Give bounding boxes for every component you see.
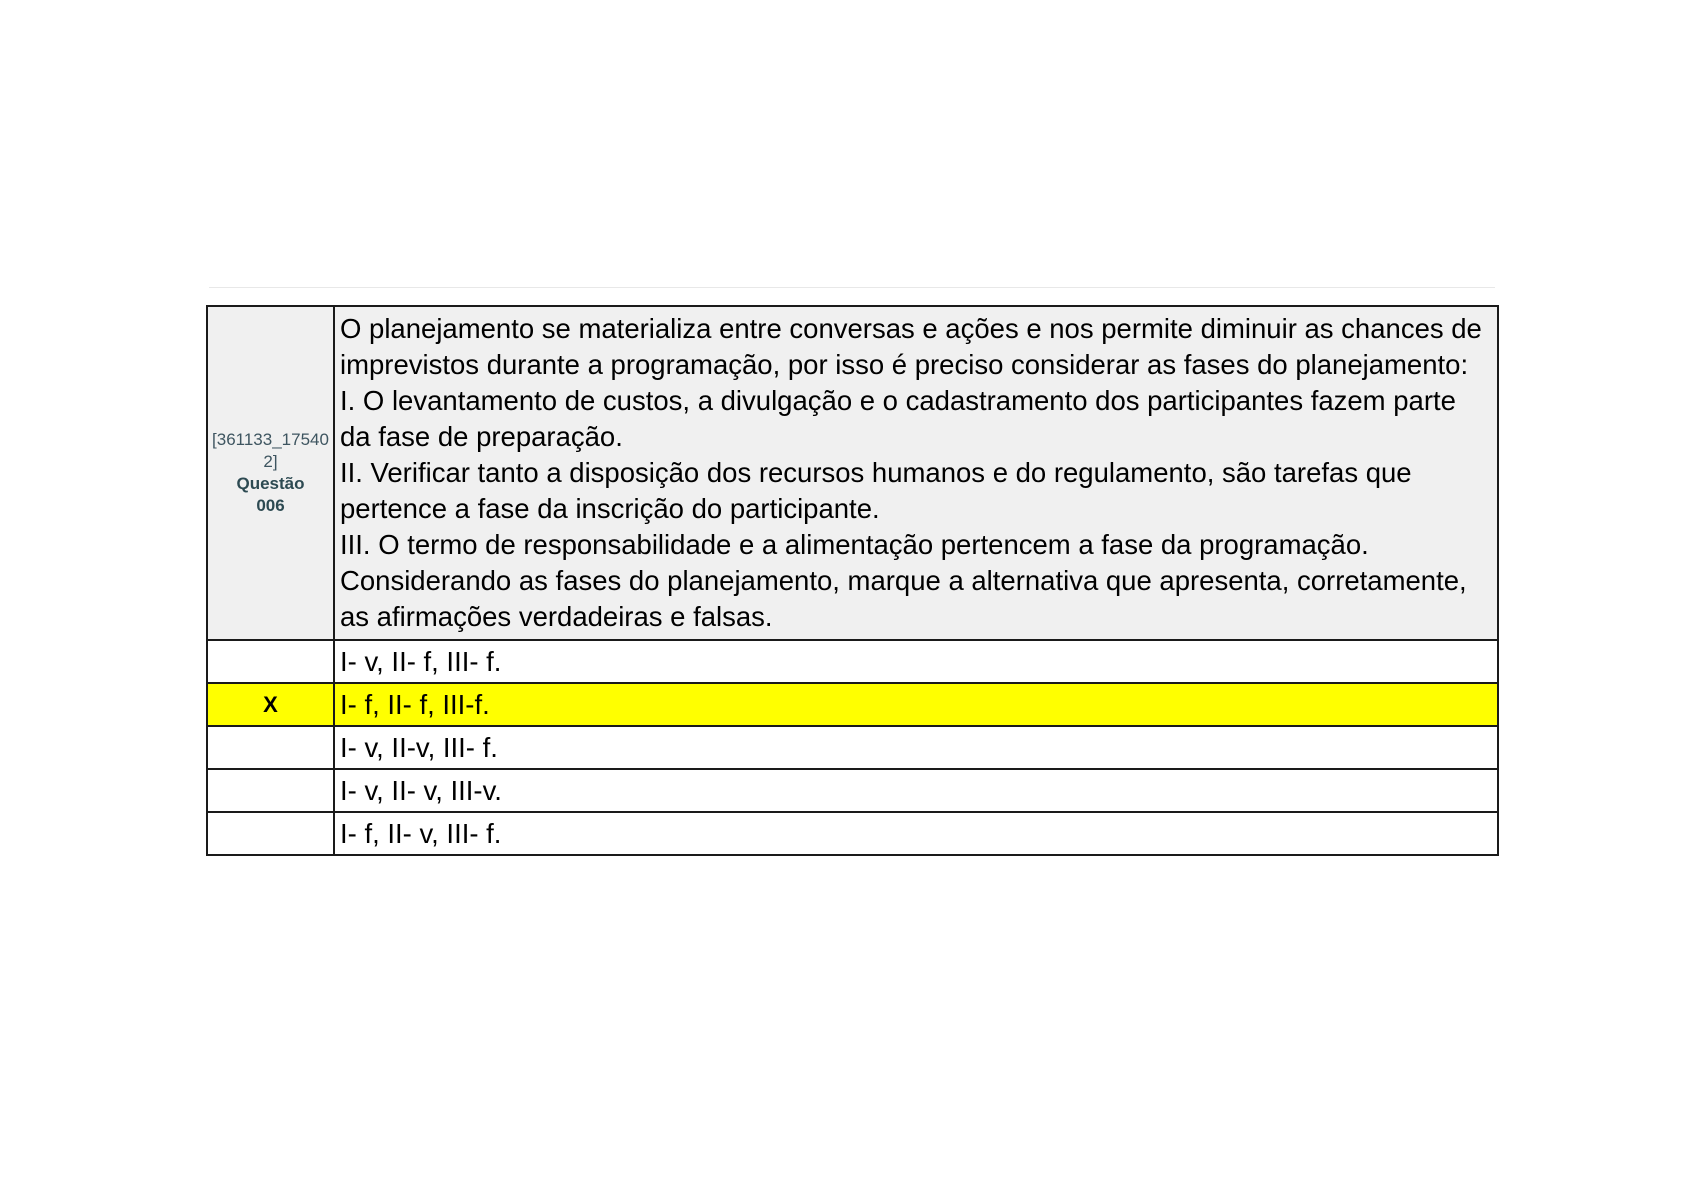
- question-text: [334, 306, 1498, 640]
- answer-option-4[interactable]: [207, 769, 1498, 812]
- question-row: [207, 306, 1498, 640]
- option-mark: [207, 769, 334, 812]
- question-meta: [207, 306, 334, 640]
- question-number: 006: [256, 496, 285, 515]
- option-mark: [207, 640, 334, 683]
- question-stem: O planejamento se materializa entre conversas e ações e nos permite diminuir as chances de imprevistos durante a programação, por isso é preciso considerar as fases do planejamento:: [340, 313, 1482, 380]
- answer-option-2-selected[interactable]: [207, 683, 1498, 726]
- option-text: I- f, II- f, III-f.: [334, 683, 1498, 726]
- option-text: I- v, II- f, III- f.: [334, 640, 1498, 683]
- question-table: [206, 305, 1499, 856]
- answer-option-5[interactable]: [207, 812, 1498, 855]
- statement-i: I. O levantamento de custos, a divulgação e o cadastramento dos participantes fazem parte da fase de preparação.: [340, 385, 1456, 452]
- question-instruction: Considerando as fases do planejamento, marque a alternativa que apresenta, corretamente, as afirmações verdadeiras e falsas.: [340, 565, 1467, 632]
- option-mark: X: [207, 683, 334, 726]
- option-text: I- v, II-v, III- f.: [334, 726, 1498, 769]
- option-mark: [207, 726, 334, 769]
- question-code: [361133_175402]: [212, 430, 329, 471]
- top-divider: [209, 287, 1495, 288]
- option-text: I- v, II- v, III-v.: [334, 769, 1498, 812]
- statement-ii: II. Verificar tanto a disposição dos recursos humanos e do regulamento, são tarefas que pertence a fase da inscrição do participante.: [340, 457, 1412, 524]
- answer-option-3[interactable]: [207, 726, 1498, 769]
- question-label: Questão: [236, 474, 305, 493]
- statement-iii: III. O termo de responsabilidade e a alimentação pertencem a fase da programação.: [340, 529, 1369, 560]
- option-text: I- f, II- v, III- f.: [334, 812, 1498, 855]
- answer-option-1[interactable]: [207, 640, 1498, 683]
- option-mark: [207, 812, 334, 855]
